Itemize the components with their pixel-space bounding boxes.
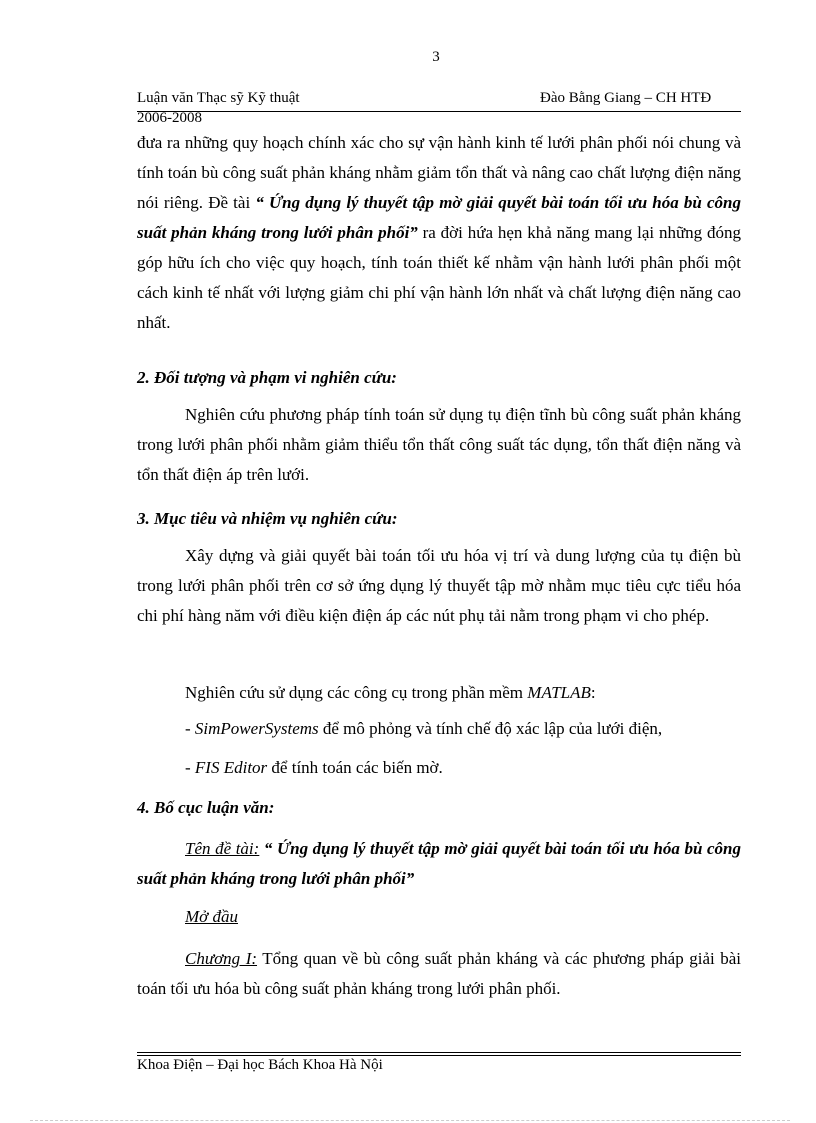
intro-paragraph: [137, 128, 741, 338]
intro-chapter-label: Mở đầu: [185, 907, 238, 926]
topic-title: “ Ứng dụng lý thuyết tập mờ giải quyết bài toán tối ưu hóa bù công suất phản kháng trong lưới phân phối”: [137, 839, 741, 888]
tool-item-fis-editor: [185, 758, 443, 778]
page-number: 3: [432, 49, 440, 65]
simpowersystems-name: SimPowerSystems: [194, 719, 319, 738]
header-author: Đào Bằng Giang – CH HTĐ: [540, 90, 712, 106]
section-3-heading: 3. Mục tiêu và nhiệm vụ nghiên cứu:: [137, 509, 398, 528]
section-3-body: Xây dựng và giải quyết bài toán tối ưu hóa vị trí và dung lượng của tụ điện bù trong lưới phân phối trên cơ sở ứng dụng lý thuyết tập mờ nhằm mục tiêu cực tiểu hóa chi phí hàng năm với điều kiện điện áp các nút phụ tải nằm trong phạm vi cho phép.: [137, 546, 741, 625]
tools-intro-text: Nghiên cứu sử dụng các công cụ trong phần mềm: [185, 683, 528, 702]
tools-intro-colon: :: [590, 683, 596, 702]
chapter-1-label: Chương I:: [185, 949, 258, 968]
matlab-name: MATLAB: [527, 683, 591, 702]
intro-title-quote: “ Ứng dụng lý thuyết tập mờ giải quyết bài toán tối ưu hóa bù công suất phản kháng trong lưới phân phối”: [137, 193, 742, 242]
section-2-body: Nghiên cứu phương pháp tính toán sử dụng tụ điện tĩnh bù công suất phản kháng trong lưới phân phối nhằm giảm thiểu tổn thất công suất tác dụng, tổn thất điện năng và tổn thất điện áp trên lưới.: [137, 405, 741, 484]
topic-label: Tên đề tài:: [185, 839, 260, 858]
header-year: 2006-2008: [137, 110, 202, 126]
chapter-1-text: Tổng quan về bù công suất phản kháng và các phương pháp giải bài toán tối ưu hóa bù công suất phản kháng trong lưới phân phối.: [137, 949, 741, 998]
header-divider: [137, 111, 741, 112]
intro-text-b: ra đời hứa hẹn khả năng mang lại những đóng góp hữu ích cho việc quy hoạch, tính toán thiết kế nhằm vận hành lưới phân phối một cách kinh tế nhất với lượng giảm chi phí vận hành lớn nhất và chất lượng điện năng cao nhất.: [137, 223, 741, 332]
page-edge: [30, 1120, 790, 1121]
tool-item-simpowersystems: [185, 719, 662, 739]
tools-intro: [185, 683, 596, 703]
footer-divider-top: [137, 1052, 741, 1053]
tool-item-dash: -: [185, 758, 195, 777]
chapter-1-paragraph: [137, 944, 741, 1004]
intro-text-a: đưa ra những quy hoạch chính xác cho sự vận hành kinh tế lưới phân phối nói chung và tính toán bù công suất phản kháng nhằm giảm tổn thất và nâng cao chất lượng điện năng nói riêng. Đề tài: [137, 133, 741, 212]
footer-institution: Khoa Điện – Đại học Bách Khoa Hà Nội: [137, 1057, 383, 1073]
tool-item-dash: -: [185, 719, 195, 738]
topic-paragraph: [137, 834, 741, 894]
tool-item-description: để mô phỏng và tính chế độ xác lập của lưới điện,: [318, 719, 663, 738]
intro-chapter: [185, 907, 238, 927]
section-2-heading: 2. Đối tượng và phạm vi nghiên cứu:: [137, 368, 397, 387]
header-thesis-type: Luận văn Thạc sỹ Kỹ thuật: [137, 90, 300, 106]
tool-item-description: để tính toán các biến mờ.: [267, 758, 443, 777]
footer-divider-bottom: [137, 1055, 741, 1056]
section-4-heading: 4. Bố cục luận văn:: [137, 798, 275, 817]
fis-editor-name: FIS Editor: [194, 758, 268, 777]
